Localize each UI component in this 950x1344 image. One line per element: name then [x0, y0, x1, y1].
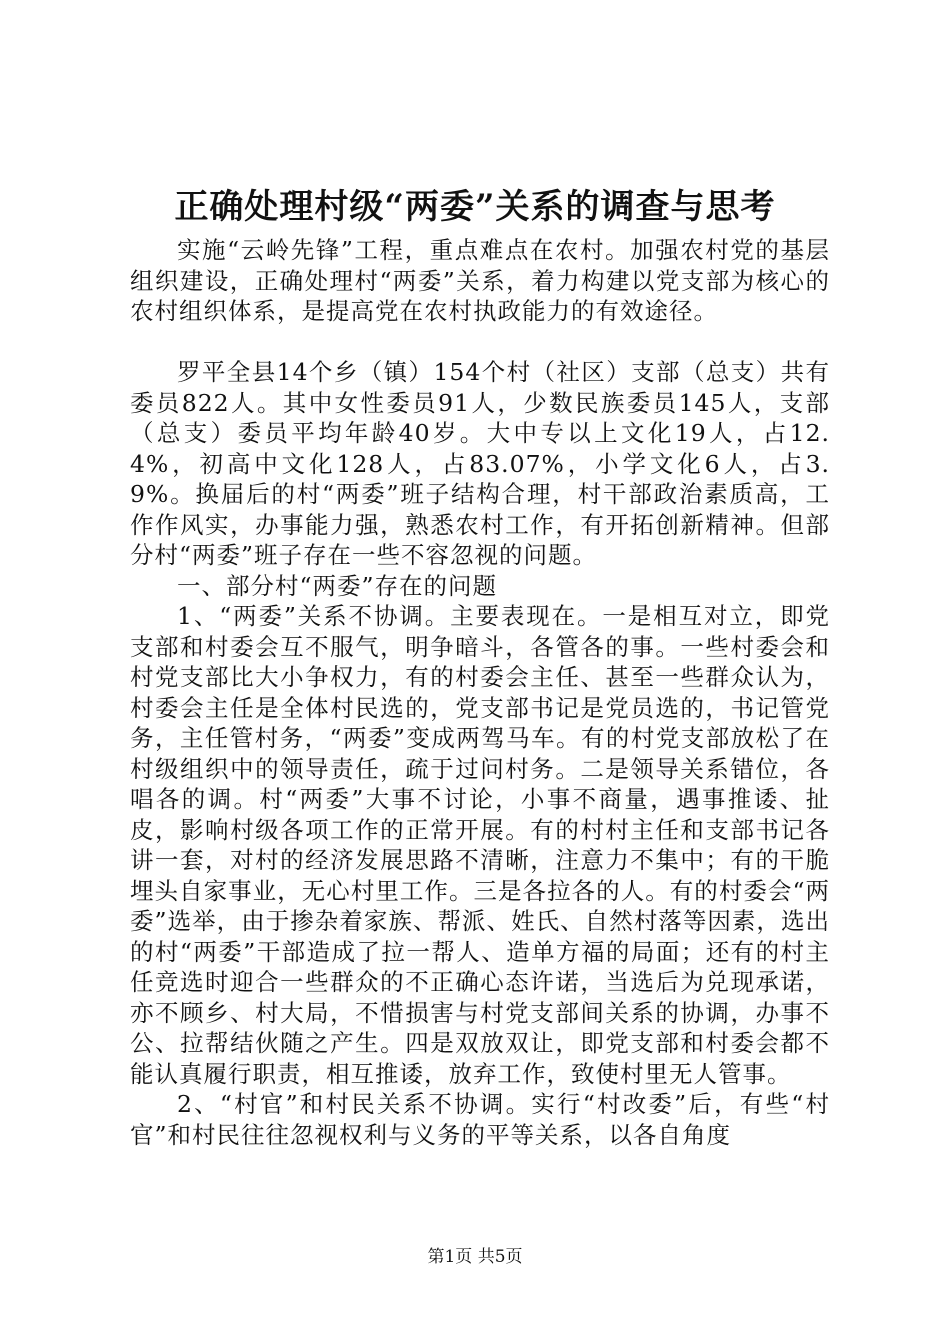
page-footer: 第1页 共5页	[427, 1247, 523, 1267]
section-heading: 一、部分村“两委”存在的问题	[177, 571, 498, 600]
document-body	[130, 235, 830, 1150]
document-title: 正确处理村级“两委”关系的调查与思考	[174, 187, 776, 227]
paragraph-overview: 罗平全县14个乡（镇）154个村（社区）支部（总支）共有委员822人。其中女性委员91人，少数民族委员145人，支部（总支）委员平均年龄40岁。大中专以上文化19人，占12.4%，初高中文化128人，占83.07%，小学文化6人，占3.9%。换届后的村“两委”班子结构合理，村干部政治素质高，工作作风实，办事能力强，熟悉农村工作，有开拓创新精神。但部分村“两委”班子存在一些不容忽视的问题。	[130, 358, 830, 569]
paragraph-intro: 实施“云岭先锋”工程，重点难点在农村。加强农村党的基层组织建设，正确处理村“两委”关系，着力构建以党支部为核心的农村组织体系，是提高党在农村执政能力的有效途径。	[130, 236, 830, 325]
paragraph-point-1: 1、“两委”关系不协调。主要表现在。一是相互对立，即党支部和村委会互不服气，明争暗斗，各管各的事。一些村委会和村党支部比大小争权力，有的村委会主任、甚至一些群众认为，村委会主任是全体村民选的，党支部书记是党员选的，书记管党务，主任管村务，“两委”变成两驾马车。有的村党支部放松了在村级组织中的领导责任，疏于过问村务。二是领导关系错位，各唱各的调。村“两委”大事不讨论，小事不商量，遇事推诿、扯皮，影响村级各项工作的正常开展。有的村村主任和支部书记各讲一套，对村的经济发展思路不清晰，注意力不集中；有的干脆埋头自家事业，无心村里工作。三是各拉各的人。有的村委会“两委”选举，由于掺杂着家族、帮派、姓氏、自然村落等因素，选出的村“两委”干部造成了拉一帮人、造单方福的局面；还有的村主任竞选时迎合一些群众的不正确心态许诺，当选后为兑现承诺，亦不顾乡、村大局，不惜损害与村党支部间关系的协调，办事不公、拉帮结伙随之产生。四是双放双让，即党支部和村委会都不能认真履行职责，相互推诿，放弃工作，致使村里无人管事。	[130, 602, 830, 1088]
paragraph-point-2: 2、“村官”和村民关系不协调。实行“村改委”后，有些“村官”和村民往往忽视权利与义务的平等关系，以各自角度	[130, 1090, 830, 1149]
